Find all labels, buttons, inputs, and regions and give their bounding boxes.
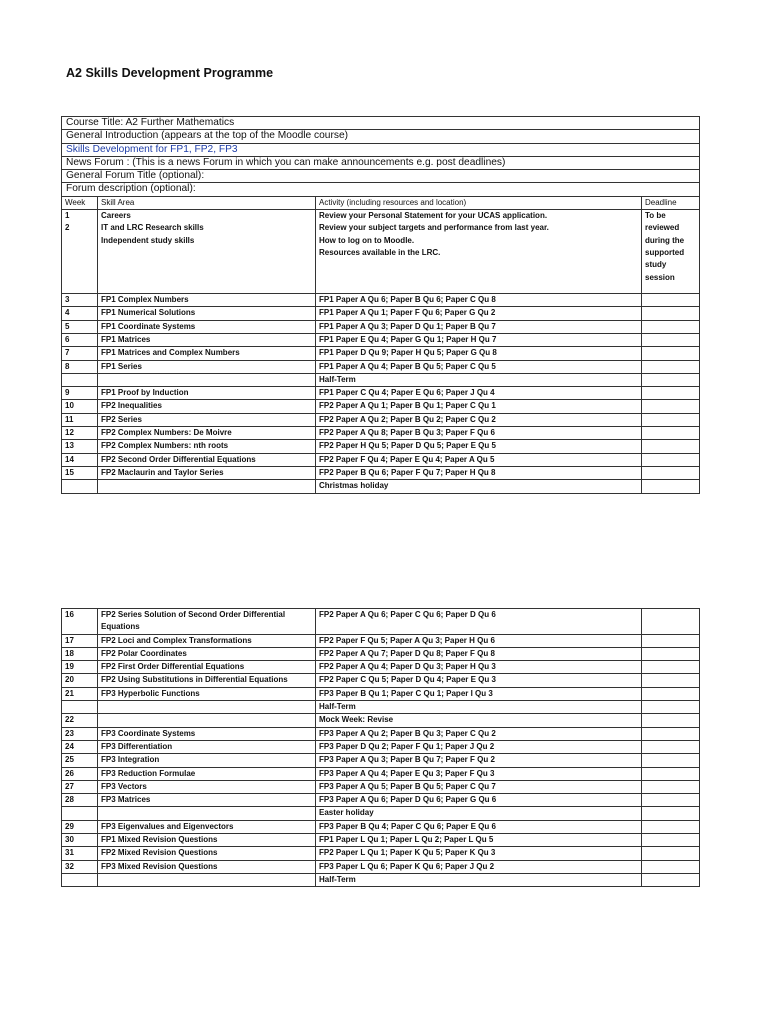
table-row bbox=[62, 609, 700, 635]
course-title: Course Title: A2 Further Mathematics bbox=[62, 117, 700, 130]
week-cell: 14 bbox=[62, 453, 98, 466]
activity-cell: FP2 Paper L Qu 1; Paper K Qu 5; Paper K Qu 3 bbox=[316, 847, 642, 860]
table-row bbox=[62, 347, 700, 360]
table-row bbox=[62, 661, 700, 674]
header-activity: Activity (including resources and location) bbox=[316, 196, 642, 209]
week-cell: 25 bbox=[62, 754, 98, 767]
table-row bbox=[62, 294, 700, 307]
activity-cell: Mock Week: Revise bbox=[316, 714, 642, 727]
table-row bbox=[62, 754, 700, 767]
deadline-cell bbox=[642, 634, 700, 647]
activity-cell: FP2 Paper F Qu 4; Paper E Qu 4; Paper A Qu 5 bbox=[316, 453, 642, 466]
table-row bbox=[62, 780, 700, 793]
deadline-cell bbox=[642, 820, 700, 833]
skill-area-cell: FP3 Vectors bbox=[98, 780, 316, 793]
deadline-cell bbox=[642, 701, 700, 714]
skill-area-cell: FP3 Reduction Formulae bbox=[98, 767, 316, 780]
skill-area-cell: FP3 Hyperbolic Functions bbox=[98, 687, 316, 700]
deadline-cell bbox=[642, 834, 700, 847]
table-row bbox=[62, 794, 700, 807]
activity-cell: FP1 Paper A Qu 3; Paper D Qu 1; Paper B Qu 7 bbox=[316, 320, 642, 333]
activity-cell: FP2 Paper A Qu 4; Paper D Qu 3; Paper H Qu 3 bbox=[316, 661, 642, 674]
skill-area-cell: FP2 Second Order Differential Equations bbox=[98, 453, 316, 466]
skill-area-cell: FP2 Series Solution of Second Order Differential Equations bbox=[98, 609, 316, 635]
table-row bbox=[62, 873, 700, 886]
table-row bbox=[62, 453, 700, 466]
activity-cell: Christmas holiday bbox=[316, 480, 642, 493]
week-cell: 26 bbox=[62, 767, 98, 780]
activity-cell: FP2 Paper A Qu 2; Paper B Qu 2; Paper C Qu 2 bbox=[316, 413, 642, 426]
deadline-cell bbox=[642, 714, 700, 727]
skill-area-cell: FP1 Matrices bbox=[98, 333, 316, 346]
activity-cell: FP3 Paper L Qu 6; Paper K Qu 6; Paper J Qu 2 bbox=[316, 860, 642, 873]
skill-area-cell: FP1 Coordinate Systems bbox=[98, 320, 316, 333]
week-cell: 16 bbox=[62, 609, 98, 635]
intro-activities: Review your Personal Statement for your UCAS application. Review your subject targets and performance from last year. How to log on to Moodle. Resources available in the LRC. bbox=[316, 210, 642, 294]
table-row bbox=[62, 440, 700, 453]
skill-area-cell: FP2 First Order Differential Equations bbox=[98, 661, 316, 674]
header-skill-area: Skill Area bbox=[98, 196, 316, 209]
table-row bbox=[62, 647, 700, 660]
week-cell: 12 bbox=[62, 427, 98, 440]
table-row bbox=[62, 727, 700, 740]
deadline-cell bbox=[642, 794, 700, 807]
week-cell: 23 bbox=[62, 727, 98, 740]
forum-description-row bbox=[62, 183, 700, 196]
skill-area-cell: FP1 Numerical Solutions bbox=[98, 307, 316, 320]
intro-skills: Careers IT and LRC Research skills Independent study skills bbox=[98, 210, 316, 294]
week-cell: 18 bbox=[62, 647, 98, 660]
week-cell: 24 bbox=[62, 740, 98, 753]
skill-area-cell: FP1 Series bbox=[98, 360, 316, 373]
week-cell bbox=[62, 480, 98, 493]
deadline-cell bbox=[642, 674, 700, 687]
skill-area-cell: FP2 Series bbox=[98, 413, 316, 426]
activity-cell: FP1 Paper A Qu 6; Paper B Qu 6; Paper C Qu 8 bbox=[316, 294, 642, 307]
deadline-cell bbox=[642, 387, 700, 400]
week-cell: 21 bbox=[62, 687, 98, 700]
header-deadline: Deadline bbox=[642, 196, 700, 209]
week-cell: 19 bbox=[62, 661, 98, 674]
deadline-cell bbox=[642, 333, 700, 346]
deadline-cell bbox=[642, 847, 700, 860]
week-cell bbox=[62, 701, 98, 714]
general-forum-row bbox=[62, 170, 700, 183]
week-cell: 4 bbox=[62, 307, 98, 320]
activity-cell: FP2 Paper A Qu 7; Paper D Qu 8; Paper F Qu 8 bbox=[316, 647, 642, 660]
skill-area-cell: FP3 Eigenvalues and Eigenvectors bbox=[98, 820, 316, 833]
deadline-cell bbox=[642, 427, 700, 440]
skill-area-cell: FP1 Matrices and Complex Numbers bbox=[98, 347, 316, 360]
skill-area-cell: FP3 Matrices bbox=[98, 794, 316, 807]
table-row bbox=[62, 360, 700, 373]
activity-cell: FP3 Paper B Qu 4; Paper C Qu 6; Paper E Qu 6 bbox=[316, 820, 642, 833]
week-cell: 28 bbox=[62, 794, 98, 807]
skill-area-cell bbox=[98, 701, 316, 714]
general-intro-row bbox=[62, 130, 700, 143]
deadline-cell bbox=[642, 647, 700, 660]
activity-cell: FP3 Paper A Qu 2; Paper B Qu 3; Paper C Qu 2 bbox=[316, 727, 642, 740]
activity-cell: FP2 Paper A Qu 6; Paper C Qu 6; Paper D Qu 6 bbox=[316, 609, 642, 635]
deadline-cell bbox=[642, 360, 700, 373]
activity-cell: FP2 Paper A Qu 1; Paper B Qu 1; Paper C Qu 1 bbox=[316, 400, 642, 413]
activity-cell: FP3 Paper A Qu 5; Paper B Qu 5; Paper C Qu 7 bbox=[316, 780, 642, 793]
table-row bbox=[62, 373, 700, 386]
deadline-cell bbox=[642, 440, 700, 453]
activity-cell: FP1 Paper E Qu 4; Paper G Qu 1; Paper H Qu 7 bbox=[316, 333, 642, 346]
week-cell bbox=[62, 807, 98, 820]
table-header-row bbox=[62, 196, 700, 209]
skill-area-cell: FP2 Complex Numbers: nth roots bbox=[98, 440, 316, 453]
skill-area-cell bbox=[98, 714, 316, 727]
week-cell: 15 bbox=[62, 466, 98, 479]
activity-cell: FP1 Paper A Qu 4; Paper B Qu 5; Paper C Qu 5 bbox=[316, 360, 642, 373]
table-row bbox=[62, 860, 700, 873]
week-cell: 3 bbox=[62, 294, 98, 307]
deadline-cell bbox=[642, 347, 700, 360]
table-row bbox=[62, 480, 700, 493]
skills-development-row bbox=[62, 143, 700, 156]
skill-area-cell bbox=[98, 873, 316, 886]
table-row bbox=[62, 740, 700, 753]
skills-development-heading: Skills Development for FP1, FP2, FP3 bbox=[62, 143, 700, 156]
deadline-cell bbox=[642, 687, 700, 700]
intro-deadline: To be reviewed during the supported study session bbox=[642, 210, 700, 294]
week-cell: 27 bbox=[62, 780, 98, 793]
activity-cell: FP1 Paper D Qu 9; Paper H Qu 5; Paper G Qu 8 bbox=[316, 347, 642, 360]
deadline-cell bbox=[642, 740, 700, 753]
activity-cell: FP2 Paper B Qu 6; Paper F Qu 7; Paper H Qu 8 bbox=[316, 466, 642, 479]
intro-weeks-row bbox=[62, 210, 700, 294]
week-cell: 22 bbox=[62, 714, 98, 727]
skill-area-cell: FP2 Inequalities bbox=[98, 400, 316, 413]
activity-cell: FP2 Paper H Qu 5; Paper D Qu 5; Paper E Qu 5 bbox=[316, 440, 642, 453]
skill-area-cell bbox=[98, 807, 316, 820]
table-row bbox=[62, 413, 700, 426]
deadline-cell bbox=[642, 480, 700, 493]
activity-cell: Half-Term bbox=[316, 873, 642, 886]
activity-cell: Easter holiday bbox=[316, 807, 642, 820]
skill-area-cell: FP2 Polar Coordinates bbox=[98, 647, 316, 660]
week-cell: 5 bbox=[62, 320, 98, 333]
skill-area-cell: FP2 Complex Numbers: De Moivre bbox=[98, 427, 316, 440]
week-cell: 6 bbox=[62, 333, 98, 346]
table-row bbox=[62, 687, 700, 700]
deadline-cell bbox=[642, 294, 700, 307]
activity-cell: FP3 Paper A Qu 6; Paper D Qu 6; Paper G Qu 6 bbox=[316, 794, 642, 807]
table-row bbox=[62, 307, 700, 320]
skill-area-cell: FP3 Mixed Revision Questions bbox=[98, 860, 316, 873]
general-introduction: General Introduction (appears at the top of the Moodle course) bbox=[62, 130, 700, 143]
table-row bbox=[62, 847, 700, 860]
activity-cell: FP1 Paper C Qu 4; Paper E Qu 6; Paper J Qu 4 bbox=[316, 387, 642, 400]
week-cell: 10 bbox=[62, 400, 98, 413]
activity-cell: FP3 Paper D Qu 2; Paper F Qu 1; Paper J Qu 2 bbox=[316, 740, 642, 753]
week-cell: 32 bbox=[62, 860, 98, 873]
forum-description: Forum description (optional): bbox=[62, 183, 700, 196]
skill-area-cell bbox=[98, 373, 316, 386]
header-week: Week bbox=[62, 196, 98, 209]
table-row bbox=[62, 466, 700, 479]
deadline-cell bbox=[642, 661, 700, 674]
deadline-cell bbox=[642, 609, 700, 635]
week-cell: 17 bbox=[62, 634, 98, 647]
deadline-cell bbox=[642, 807, 700, 820]
document-title: A2 Skills Development Programme bbox=[66, 66, 274, 80]
deadline-cell bbox=[642, 466, 700, 479]
table-row bbox=[62, 387, 700, 400]
deadline-cell bbox=[642, 727, 700, 740]
week-cell bbox=[62, 873, 98, 886]
skill-area-cell: FP1 Mixed Revision Questions bbox=[98, 834, 316, 847]
activity-cell: FP2 Paper F Qu 5; Paper A Qu 3; Paper H Qu 6 bbox=[316, 634, 642, 647]
intro-weeks: 1 2 bbox=[62, 210, 98, 294]
week-cell: 31 bbox=[62, 847, 98, 860]
course-title-row bbox=[62, 117, 700, 130]
week-cell: 29 bbox=[62, 820, 98, 833]
week-cell: 30 bbox=[62, 834, 98, 847]
table-row bbox=[62, 634, 700, 647]
skill-area-cell: FP2 Loci and Complex Transformations bbox=[98, 634, 316, 647]
activity-cell: Half-Term bbox=[316, 373, 642, 386]
deadline-cell bbox=[642, 453, 700, 466]
activity-cell: FP3 Paper B Qu 1; Paper C Qu 1; Paper I Qu 3 bbox=[316, 687, 642, 700]
deadline-cell bbox=[642, 767, 700, 780]
activity-cell: FP2 Paper A Qu 8; Paper B Qu 3; Paper F Qu 6 bbox=[316, 427, 642, 440]
skill-area-cell: FP3 Coordinate Systems bbox=[98, 727, 316, 740]
table-row bbox=[62, 834, 700, 847]
deadline-cell bbox=[642, 754, 700, 767]
table-row bbox=[62, 674, 700, 687]
week-cell: 9 bbox=[62, 387, 98, 400]
skill-area-cell: FP2 Using Substitutions in Differential Equations bbox=[98, 674, 316, 687]
activity-cell: FP2 Paper C Qu 5; Paper D Qu 4; Paper E Qu 3 bbox=[316, 674, 642, 687]
news-forum: News Forum : (This is a news Forum in which you can make announcements e.g. post deadlines) bbox=[62, 156, 700, 169]
skill-area-cell: FP1 Proof by Induction bbox=[98, 387, 316, 400]
deadline-cell bbox=[642, 413, 700, 426]
skill-area-cell: FP1 Complex Numbers bbox=[98, 294, 316, 307]
programme-table-part-1 bbox=[61, 116, 700, 494]
week-cell bbox=[62, 373, 98, 386]
skill-area-cell: FP2 Maclaurin and Taylor Series bbox=[98, 466, 316, 479]
week-cell: 13 bbox=[62, 440, 98, 453]
deadline-cell bbox=[642, 780, 700, 793]
activity-cell: FP3 Paper A Qu 4; Paper E Qu 3; Paper F Qu 3 bbox=[316, 767, 642, 780]
activity-cell: FP1 Paper A Qu 1; Paper F Qu 6; Paper G Qu 2 bbox=[316, 307, 642, 320]
table-row bbox=[62, 820, 700, 833]
general-forum-title: General Forum Title (optional): bbox=[62, 170, 700, 183]
week-cell: 11 bbox=[62, 413, 98, 426]
table-row bbox=[62, 333, 700, 346]
news-forum-row bbox=[62, 156, 700, 169]
week-cell: 8 bbox=[62, 360, 98, 373]
activity-cell: FP1 Paper L Qu 1; Paper L Qu 2; Paper L Qu 5 bbox=[316, 834, 642, 847]
table-row bbox=[62, 427, 700, 440]
activity-cell: Half-Term bbox=[316, 701, 642, 714]
table-row bbox=[62, 400, 700, 413]
deadline-cell bbox=[642, 373, 700, 386]
table-row bbox=[62, 701, 700, 714]
deadline-cell bbox=[642, 400, 700, 413]
skill-area-cell: FP3 Differentiation bbox=[98, 740, 316, 753]
skill-area-cell bbox=[98, 480, 316, 493]
deadline-cell bbox=[642, 320, 700, 333]
table-row bbox=[62, 714, 700, 727]
programme-table-part-2 bbox=[61, 608, 700, 887]
deadline-cell bbox=[642, 873, 700, 886]
table-row bbox=[62, 807, 700, 820]
table-row bbox=[62, 320, 700, 333]
week-cell: 7 bbox=[62, 347, 98, 360]
deadline-cell bbox=[642, 307, 700, 320]
activity-cell: FP3 Paper A Qu 3; Paper B Qu 7; Paper F Qu 2 bbox=[316, 754, 642, 767]
week-cell: 20 bbox=[62, 674, 98, 687]
skill-area-cell: FP3 Integration bbox=[98, 754, 316, 767]
deadline-cell bbox=[642, 860, 700, 873]
skill-area-cell: FP2 Mixed Revision Questions bbox=[98, 847, 316, 860]
table-row bbox=[62, 767, 700, 780]
